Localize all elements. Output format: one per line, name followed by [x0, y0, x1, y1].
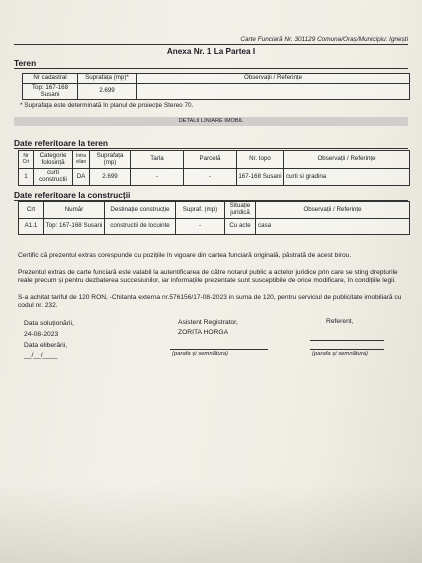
asistent-registrator-name: ZORITA HORGA [178, 329, 229, 336]
dt-header-nr-crt: Nr Crt [19, 151, 34, 169]
teren-cell-observatii [137, 84, 410, 100]
dt-cell-nr-crt: 1 [19, 169, 34, 186]
date-constructii-title: Date referitoare la construcții [14, 190, 131, 200]
date-teren-table [18, 150, 410, 186]
dc-header-crt: Crt [19, 202, 44, 219]
referent-signature-caption: (parafa și semnătura) [312, 351, 368, 357]
teren-header-observatii: Observații / Referințe [137, 74, 410, 84]
dt-cell-suprafata: 2.699 [90, 169, 131, 186]
referent-signature-line [310, 349, 384, 350]
date-teren-title: Date referitoare la teren [14, 138, 109, 148]
annex-title: Anexa Nr. 1 La Partea I [166, 47, 256, 56]
dt-cell-nr-topo: 167-168 Susani [237, 169, 284, 186]
dt-cell-categorie: curti constructii [34, 169, 73, 186]
referent-signature-line-top [310, 340, 384, 341]
teren-footnote: * Suprafața este determinată în planul de proiecție Stereo 70. [20, 102, 194, 109]
data-solutionarii-label: Data soluționării, [24, 320, 74, 327]
teren-header-nr-cadastral: Nr cadastral [23, 74, 78, 84]
dc-cell-destinatie: constructii de locuinte [105, 219, 176, 235]
carte-funciara-header: Carte Funciară Nr. 301129 Comuna/Oraș/Municipiu: Ignești [240, 36, 408, 43]
dt-cell-observatii: curti si gradina [284, 169, 410, 186]
detalii-liniare-bar: DETALII LINIARE IMOBIL [14, 117, 408, 126]
dc-header-observatii: Observații / Referințe [256, 202, 410, 219]
dc-cell-numar: Top: 167-168 Susani [44, 219, 105, 235]
dt-header-parcela: Parcelă [184, 151, 237, 169]
teren-section-rule [14, 68, 408, 69]
dt-cell-parcela: - [184, 169, 237, 186]
data-eliberarii-value: __/__/____ [24, 352, 58, 359]
dc-header-suprafata: Supraf. (mp) [176, 202, 225, 219]
dc-header-destinatie: Destinație construcție [105, 202, 176, 219]
page-shadow [0, 483, 422, 563]
dc-cell-observatii: casa [256, 219, 410, 235]
referent-label: Referent, [326, 318, 354, 325]
teren-table [22, 73, 410, 100]
teren-cell-nr-cadastral: Top: 167-168 Susani [23, 84, 78, 100]
tarif-paragraph: S-a achitat tariful de 120 RON, -Chitanta externa nr.576156/17-08-2023 in suma de 120, pentru serviciul de publicitate imobiliară cu codul nr. 232. [18, 294, 402, 309]
asistent-signature-line [170, 349, 268, 350]
dt-cell-tarla: - [131, 169, 184, 186]
teren-cell-suprafata: 2.699 [78, 84, 137, 100]
asistent-registrator-label: Asistent Registrator, [178, 319, 238, 326]
certificare-paragraph: Certific că prezentul extras corespunde cu pozițiile în vigoare din cartea funciară originală, păstrată de acest birou. [18, 252, 352, 259]
date-constructii-table [18, 201, 410, 235]
teren-header-suprafata: Suprafața (mp)* [78, 74, 137, 84]
dt-header-suprafata: Suprafața (mp) [90, 151, 131, 169]
header-rule [14, 44, 408, 45]
data-eliberarii-label: Data eliberării, [24, 342, 68, 349]
teren-section-title: Teren [14, 58, 37, 68]
dt-header-intravilan: Intra vilan [73, 151, 90, 169]
dc-cell-suprafata: - [176, 219, 225, 235]
asistent-signature-caption: (parafa și semnătura) [172, 351, 228, 357]
dc-cell-situatie: Cu acte [225, 219, 256, 235]
dt-cell-intravilan: DA [73, 169, 90, 186]
dt-header-tarla: Tarla [131, 151, 184, 169]
date-teren-rule [14, 148, 408, 149]
data-solutionarii-value: 24-08-2023 [24, 331, 59, 338]
dt-header-observatii: Observații / Referințe [284, 151, 410, 169]
dc-cell-crt: A1.1 [19, 219, 44, 235]
dc-header-numar: Număr [44, 202, 105, 219]
valabilitate-paragraph: Prezentul extras de carte funciară este valabil la autentificarea de către notarul public a actelor juridice prin care se sting drepturile reale precum și pentru dezbaterea succesiunilor, iar informațiile prezentate sunt susceptibile de orice modificare, în condițiile legii. [18, 269, 398, 284]
dt-header-nr-topo: Nr. topo [237, 151, 284, 169]
dt-header-categorie: Categorie folosință [34, 151, 73, 169]
dc-header-situatie: Situație juridică [225, 202, 256, 219]
